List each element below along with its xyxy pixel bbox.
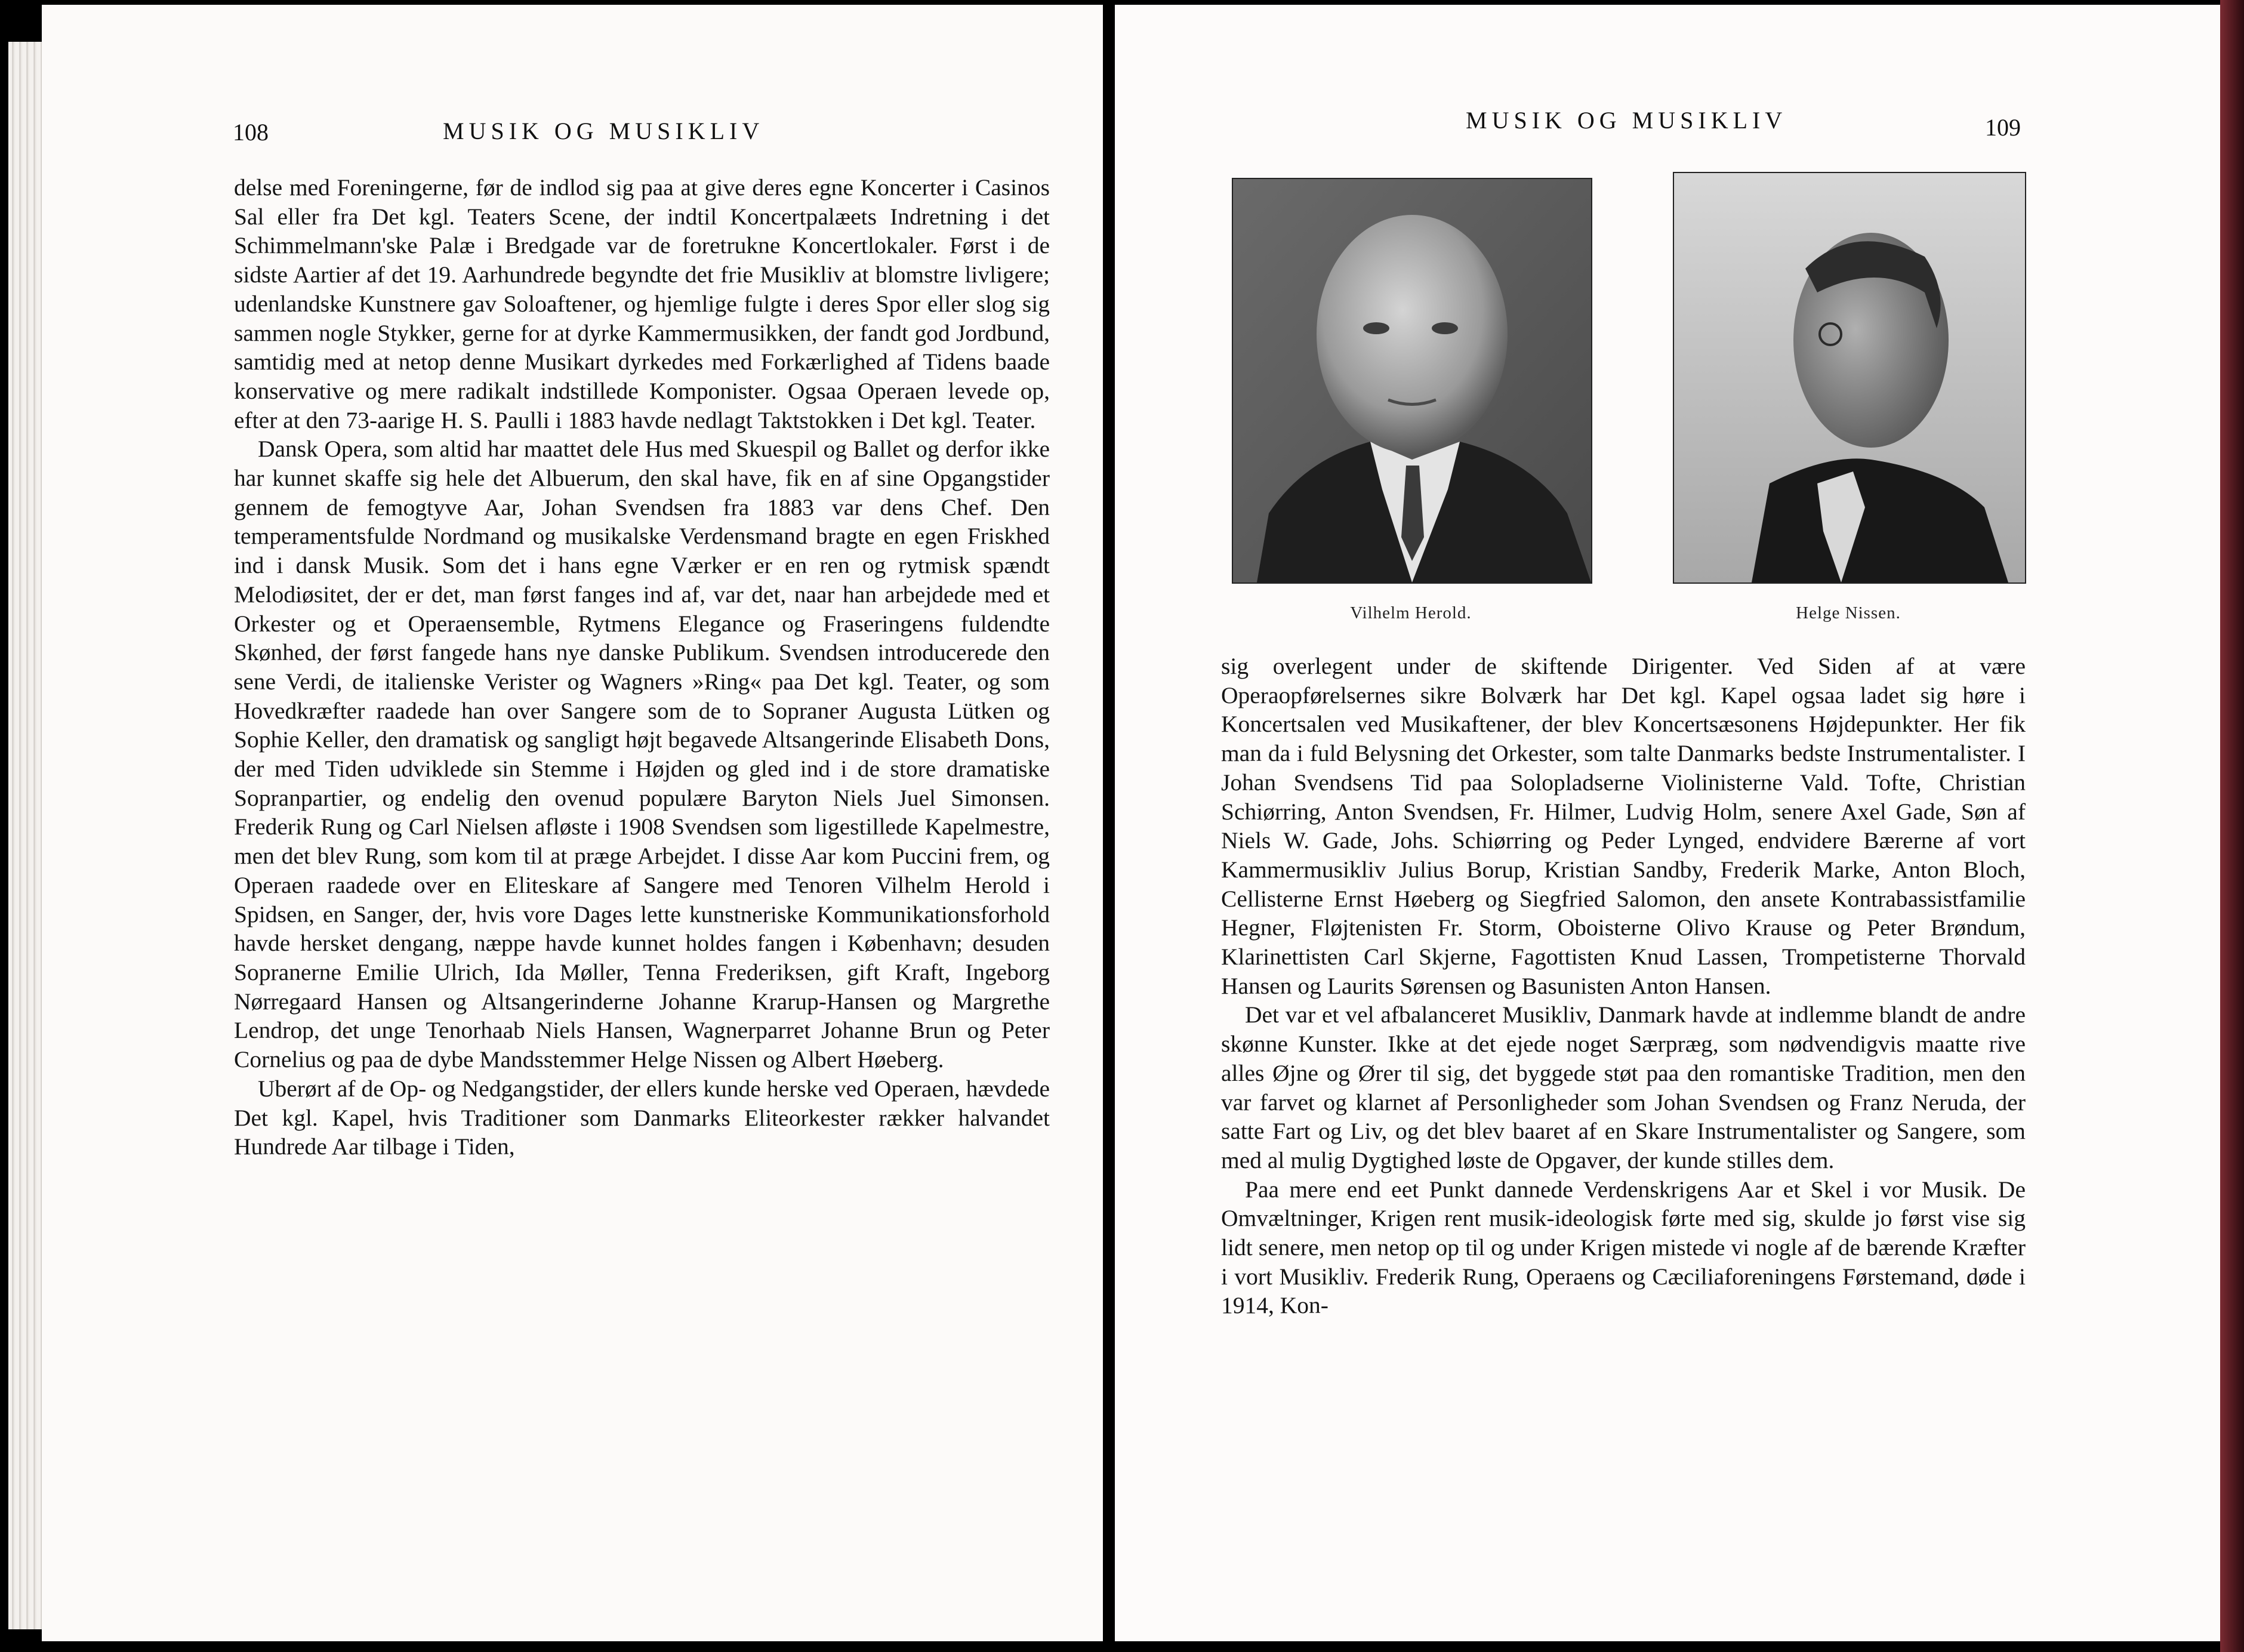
portrait-photo-helge-nissen xyxy=(1673,172,2026,584)
left-paragraph-1: delse med Foreningerne, før de indlod sig paa at give deres egne Koncerter i Casinos Sal eller fra Det kgl. Teaters Scene, der indtil Koncertpalæets Indretning i det Schimmelmann'ske Palæ i Bredgade var de foretrukne Koncertlokaler. Først i de sidste Aartier af det 19. Aarhundrede begyndte det frie Musikliv at blomstre livligere; udenlandske Kunstnere gav Soloaftener, og hjemlige fulgte i deres Spor eller slog sig sammen nogle Stykker, gerne for at dyrke Kammermusikken, der fandt god Jordbund, samtidig med at netop denne Musikart dyrkedes med Forkærlighed af Tidens baade konservative og mere radikalt indstillede Komponister. Ogsaa Operaen levede op, efter at den 73-aarige H. S. Paulli i 1883 havde nedlagt Taktstokken i Det kgl. Teater. xyxy=(234,174,1050,433)
right-paragraph-1: sig overlegent under de skiftende Dirigenter. Ved Siden af at være Operaopførelsernes sikre Bolværk har Det kgl. Kapel ogsaa ladet sig høre i Koncertsalen ved Musikaftener, der blev Koncertsæsonens Højdepunkter. Her fik man da i fuld Belysning det Orkester, som talte Danmarks bedste Instrumentalister. I Johan Svendsens Tid paa Solopladserne Violinisterne Vald. Tofte, Christian Schiørring, Anton Svendsen, Fr. Hilmer, Ludvig Holm, senere Axel Gade, Søn af Niels W. Gade, Johs. Schiørring og Peder Lynged, endvidere Bærerne af vort Kammermusikliv Julius Borup, Kristian Sandby, Frederik Marke, Anton Bloch, Cellisterne Ernst Høeberg og Siegfried Salomon, den ansete Kontrabassistfamilie Hegner, Fløjtenisten Fr. Storm, Oboisterne Olivo Krause og Peter Brøndum, Klarinettisten Carl Skjerne, Fagottisten Knud Lassen, Trompetisterne Thorvald Hansen og Laurits Sørensen og Basunisten Anton Hansen. xyxy=(1221,653,2026,999)
book-right-edge xyxy=(2220,0,2244,1652)
running-head-left: MUSIK OG MUSIKLIV xyxy=(443,118,765,144)
page-number-left: 108 xyxy=(233,119,269,146)
right-page xyxy=(1115,5,2220,1641)
running-head-right: MUSIK OG MUSIKLIV xyxy=(1466,107,1787,134)
left-page xyxy=(42,5,1103,1641)
page-number-right: 109 xyxy=(1985,114,2021,141)
caption-vilhelm-herold: Vilhelm Herold. xyxy=(1350,603,1472,622)
portrait-photo-vilhelm-herold xyxy=(1232,178,1592,584)
left-paragraph-3: Uberørt af de Op- og Nedgangstider, der ellers kunde herske ved Operaen, hævdede Det kgl. Kapel, hvis Traditioner som Danmarks Eliteorkester rækker halvandet Hundrede Aar tilbage i Tiden, xyxy=(234,1075,1050,1160)
right-paragraph-3: Paa mere end eet Punkt dannede Verdenskrigens Aar et Skel i vor Musik. De Omvæltninger, Krigen rent musik-ideologisk førte med sig, skulde jo først vise sig lidt senere, men netop op til og under Krigen mistede vi nogle af de bærende Kræfter i vort Musikliv. Frederik Rung, Operaens og Cæciliaforeningens Førstemand, døde i 1914, Kon- xyxy=(1221,1176,2026,1319)
right-text-column xyxy=(1221,652,2026,1320)
right-paragraph-2: Det var et vel afbalanceret Musikliv, Danmark havde at indlemme blandt de andre skønne Kunster. Ikke at det ejede noget Særpræg, som nødvendigvis maatte rive alles Øjne og Ører til sig, det byggede støt paa den romantiske Tradition, men den var farvet og klarnet af Personligheder som Johan Svendsen og Franz Neruda, der satte Fart og Liv, og det blev baaret af en Skare Instrumentalister og Sangere, som med al mulig Dygtighed løste de Opgaver, der kunde stilles dem. xyxy=(1221,1001,2026,1173)
book-gutter xyxy=(1103,0,1115,1652)
left-text-column xyxy=(234,173,1050,1161)
left-paragraph-2: Dansk Opera, som altid har maattet dele Hus med Skuespil og Ballet og derfor ikke har kunnet skaffe sig hele det Albuerum, den skal have, fik en af sine Opgangstider gennem de femogtyve Aar, Johan Svendsen fra 1883 var dens Chef. Den temperamentsfulde Nordmand og musikalske Verdensmand bragte en egen Friskhed ind i dansk Musik. Som det i hans egne Værker er en ren og rytmisk spændt Melodiøsitet, der er det, man først fanges ind af, var det, naar han arbejdede med et Orkester og et Operaensemble, Rytmens Elegance og Fraseringens fuldendte Skønhed, der først fangede hans nye danske Publikum. Svendsen introducerede den sene Verdi, de italienske Verister og Wagners »Ring« paa Det kgl. Teater, og som Hovedkræfter raadede han over Sangere som de to Sopraner Augusta Lütken og Sophie Keller, den dramatisk og sangligt højt begavede Altsangerinde Elisabeth Dons, der med Tiden udviklede sin Stemme i Højden og gled ind i de store dramatiske Sopranpartier, og endelig den ovenud populære Baryton Niels Juel Simonsen. Frederik Rung og Carl Nielsen afløste i 1908 Svendsen som ligestillede Kapelmestre, men det blev Rung, som kom til at præge Arbejdet. I disse Aar kom Puccini frem, og Operaen raadede over en Eliteskare af Sangere med Tenoren Vilhelm Herold i Spidsen, en Sanger, der, hvis vore Dages lette kunstneriske Kommunikationsforhold havde hersket dengang, næppe havde kunnet holdes fangen i København; desuden Sopranerne Emilie Ulrich, Ida Møller, Tenna Frederiksen, gift Kraft, Ingeborg Nørregaard Hansen og Altsangerinderne Johanne Krarup-Hansen og Margrethe Lendrop, det unge Tenorhaab Niels Hansen, Wagnerparret Johanne Brun og Peter Cornelius og paa de dybe Mandsstemmer Helge Nissen og Albert Høeberg. xyxy=(234,436,1050,1073)
caption-helge-nissen: Helge Nissen. xyxy=(1796,603,1901,622)
